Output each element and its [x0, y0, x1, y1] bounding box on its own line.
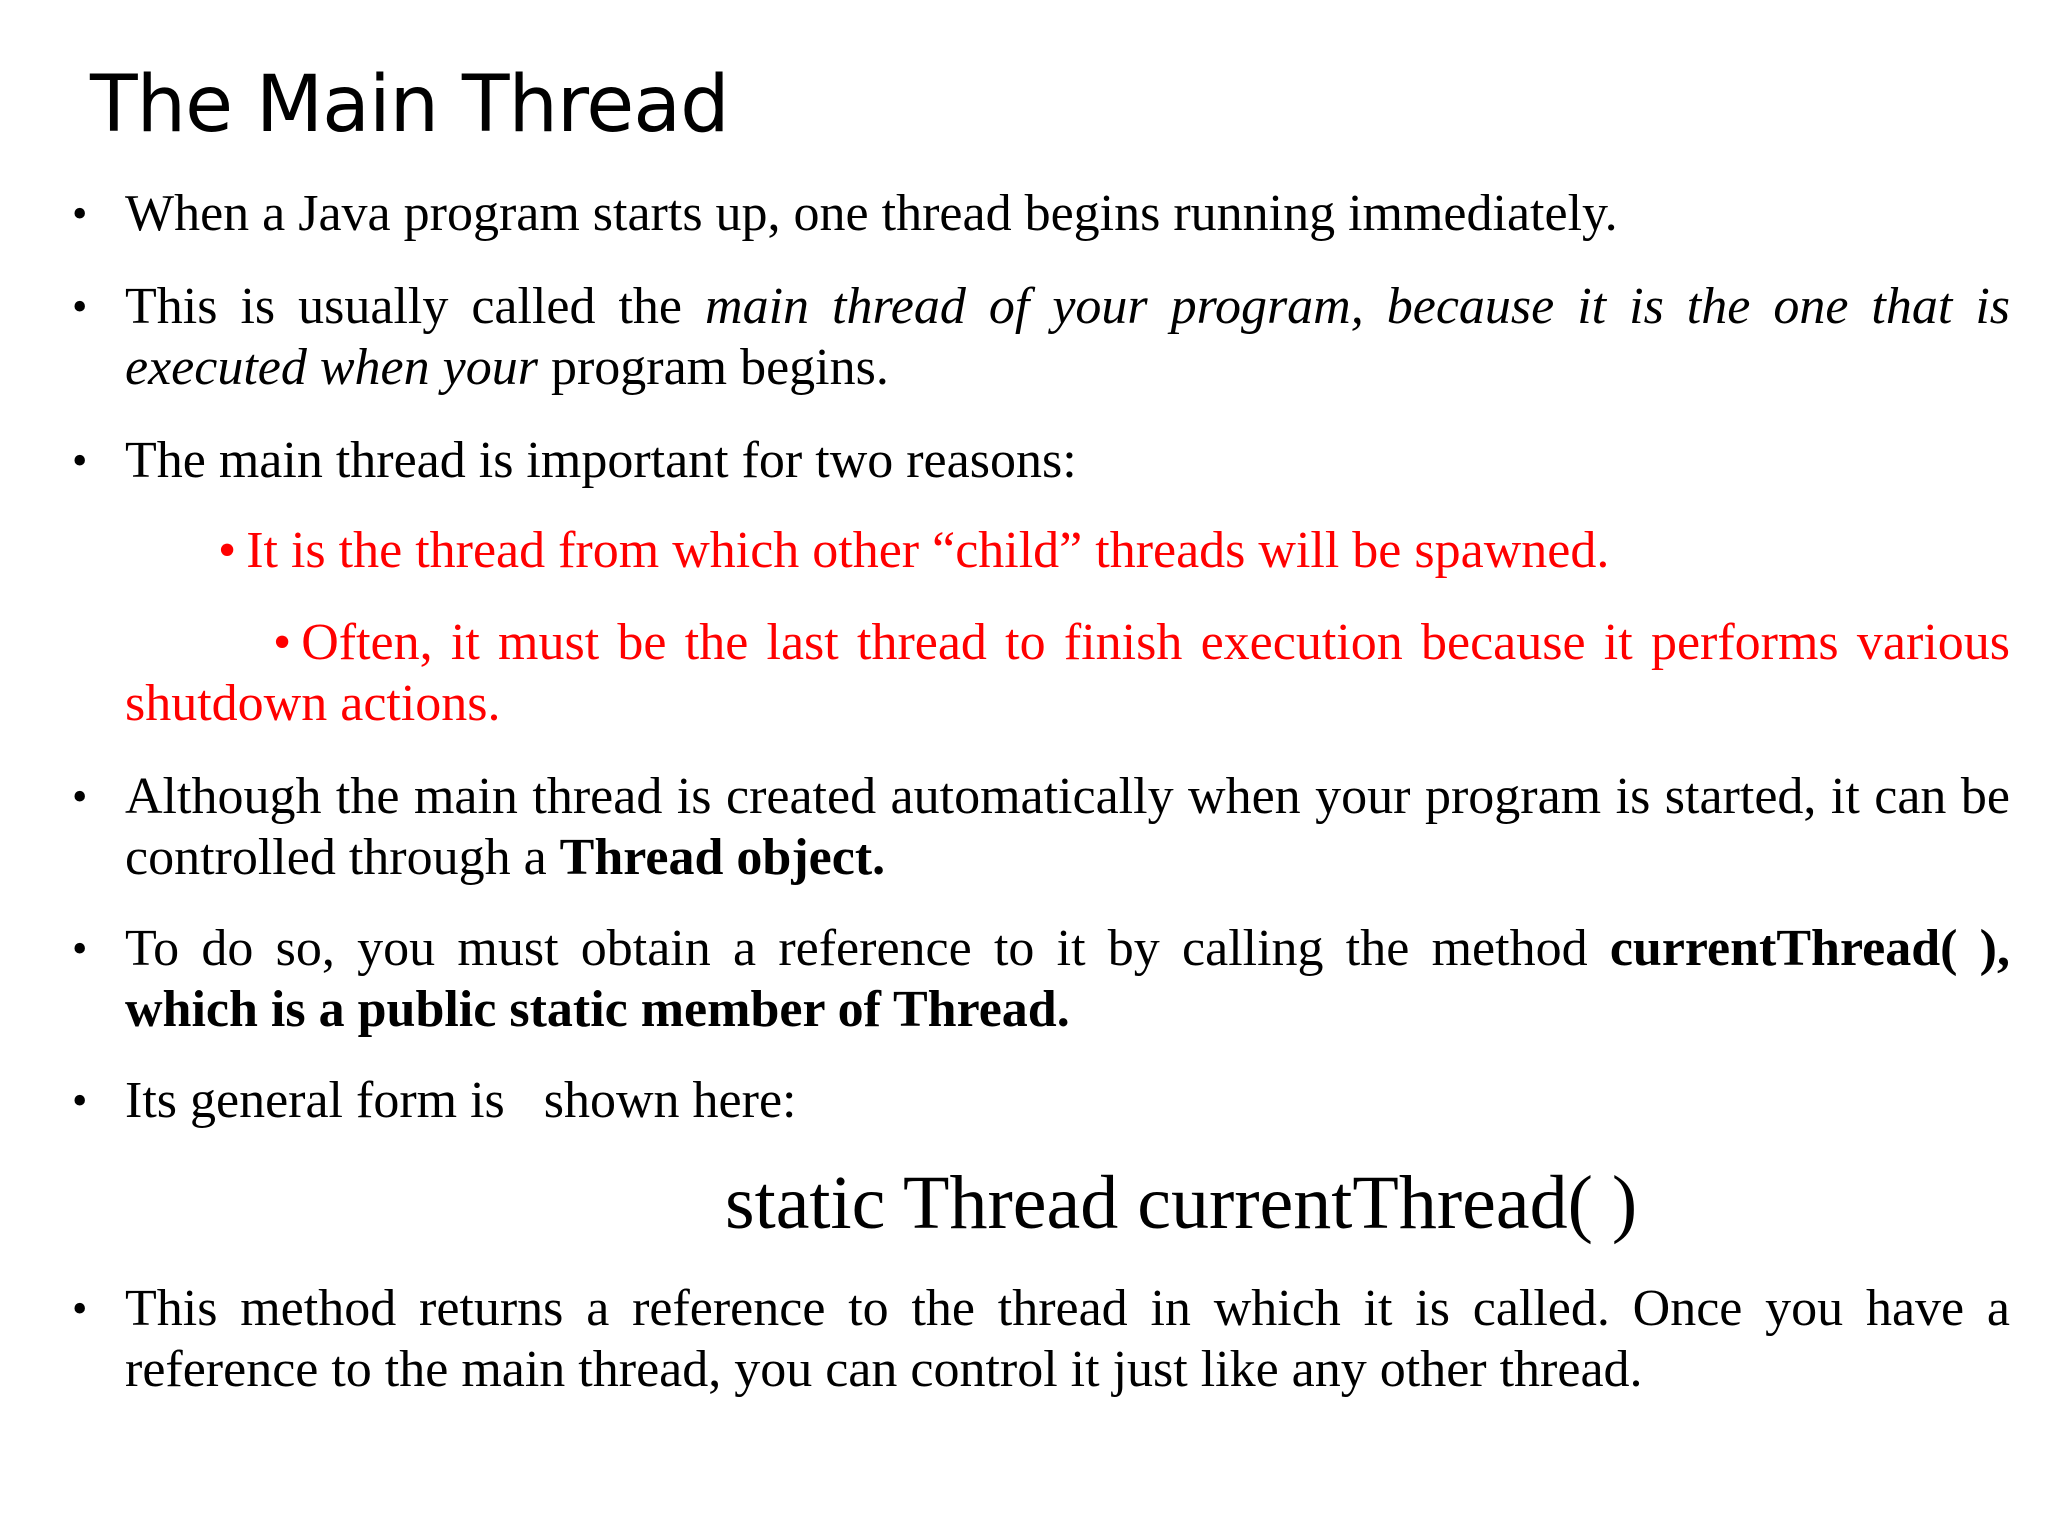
bold-text: currentThread( ), which is a public static member of Thread. [125, 920, 2010, 1038]
sub-bullet-2: • Often, it must be the last thread to finish execution because it performs various shutdown actions. [125, 614, 2010, 732]
code-signature: static Thread currentThread( ) [725, 1161, 1638, 1245]
bullet-icon: • [72, 189, 88, 238]
bullet-text-5: To do so, you must obtain a reference to it by calling the method currentThread( ), which is a public static member of Thread. [125, 920, 2010, 1038]
bullet-icon: • [273, 614, 292, 671]
bullet-text-3: The main thread is important for two reasons: [125, 432, 1077, 489]
bullet-text-4: Although the main thread is created automatically when your program is started, it can be controlled through a Thread object. [125, 768, 2010, 886]
bullet-icon: • [218, 522, 237, 579]
bullet-text-6: Its general form is shown here: [125, 1072, 797, 1129]
bullet-icon: • [72, 924, 88, 973]
bullet-icon: • [72, 772, 88, 821]
italic-text: main thread of your program, because it is the one that is executed when your [125, 278, 2010, 396]
bullet-icon: • [72, 1076, 88, 1125]
bullet-icon: • [72, 1284, 88, 1333]
bullet-text-7: This method returns a reference to the thread in which it is called. Once you have a reference to the main thread, you can control it just like any other thread. [125, 1280, 2010, 1398]
bullet-text-1: When a Java program starts up, one thread begins running immediately. [125, 185, 1618, 242]
sub-bullet-1: • It is the thread from which other “child” threads will be spawned. [218, 522, 1610, 579]
bullet-text-2: This is usually called the main thread of your program, because it is the one that is executed when your program begins. [125, 278, 2010, 396]
bullet-icon: • [72, 436, 88, 485]
slide-title: The Main Thread [90, 60, 729, 150]
bold-text: Thread object. [559, 829, 886, 886]
bullet-icon: • [72, 282, 88, 331]
